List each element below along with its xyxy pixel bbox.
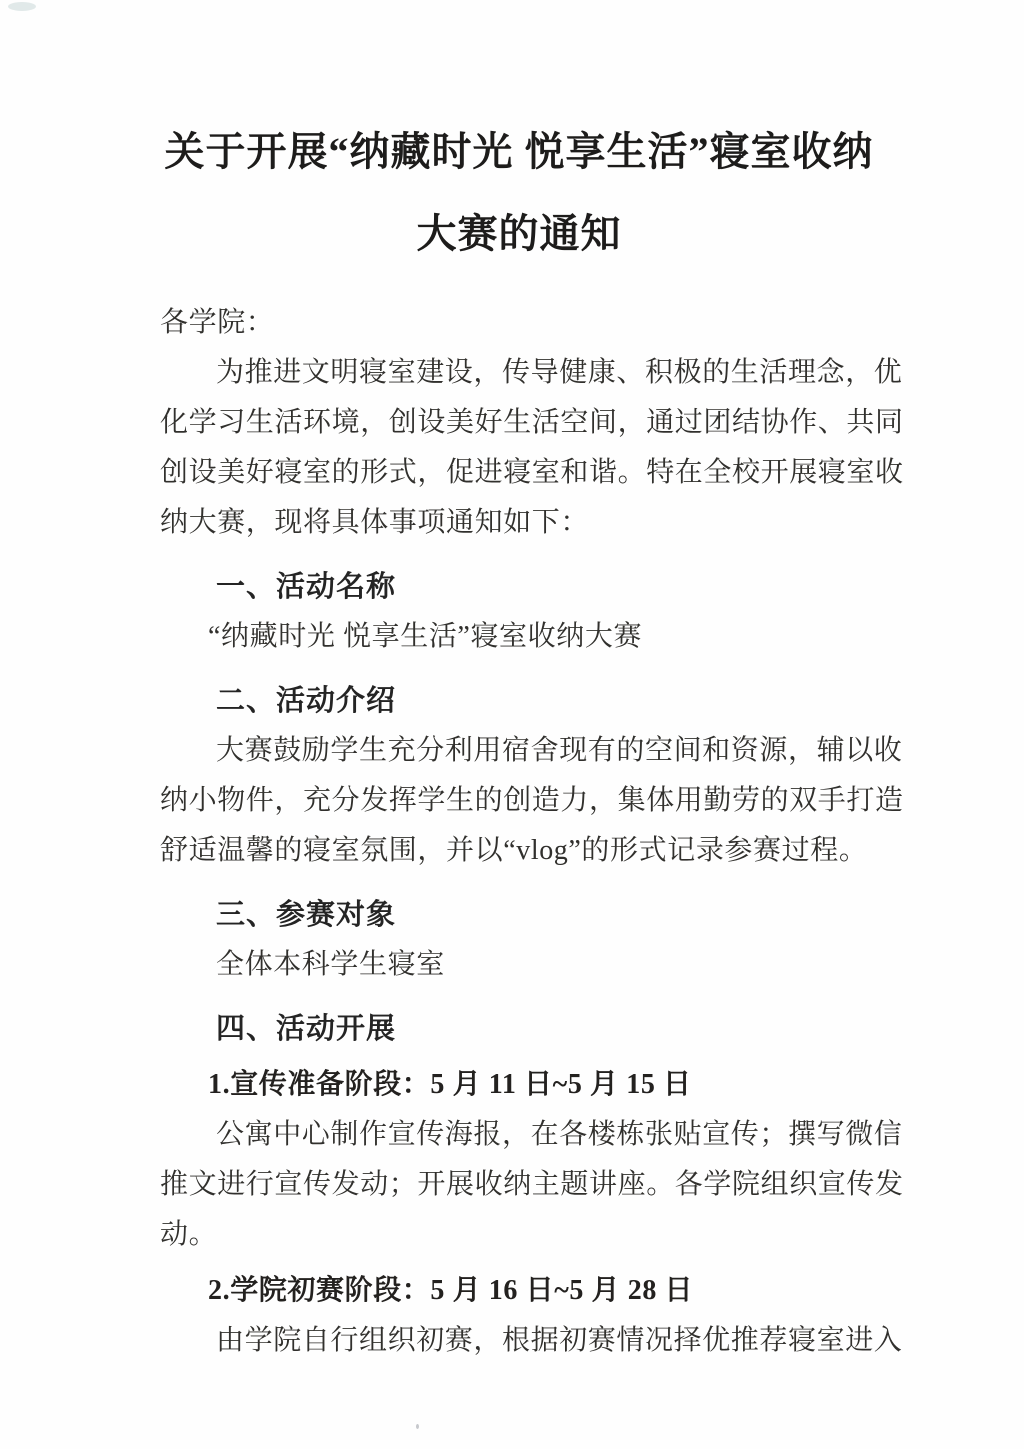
section-heading-activity-name: 一、活动名称 <box>216 571 397 603</box>
salutation: 各学院： <box>160 307 275 338</box>
section-heading-activity-intro: 二、活动介绍 <box>216 685 397 717</box>
paragraph-intro-line-1: 为推进文明寝室建设，传导健康、积极的生活理念，优 <box>216 357 903 388</box>
phase-2-detail-line-1: 由学院自行组织初赛，根据初赛情况择优推荐寝室进入 <box>216 1325 903 1356</box>
participants-text: 全体本科学生寝室 <box>216 949 445 980</box>
section-heading-activity-schedule: 四、活动开展 <box>216 1013 397 1045</box>
section-heading-participants: 三、参赛对象 <box>216 899 397 931</box>
paragraph-intro2-line-2: 纳小物件，充分发挥学生的创造力，集体用勤劳的双手打造 <box>160 785 904 816</box>
phase-1-detail-line-3: 动。 <box>160 1219 218 1250</box>
scan-artifact-smudge <box>8 2 36 11</box>
paragraph-intro2-line-1: 大赛鼓励学生充分利用宿舍现有的空间和资源，辅以收 <box>216 735 903 766</box>
phase-1-detail-line-2: 推文进行宣传发动；开展收纳主题讲座。各学院组织宣传发 <box>160 1169 904 1200</box>
paragraph-intro2-line-3: 舒适温馨的寝室氛围，并以“vlog”的形式记录参赛过程。 <box>160 835 868 866</box>
document-title-line-2: 大赛的通知 <box>416 211 622 256</box>
paragraph-intro-line-2: 化学习生活环境，创设美好生活空间，通过团结协作、共同 <box>160 407 904 438</box>
subheading-phase-1: 1.宣传准备阶段：5 月 11 日~5 月 15 日 <box>208 1069 692 1100</box>
document-content <box>160 0 904 1366</box>
paragraph-intro-line-3: 创设美好寝室的形式，促进寝室和谐。特在全校开展寝室收 <box>160 457 904 488</box>
scan-artifact-speck <box>416 1424 419 1429</box>
document-title-line-1: 关于开展“纳藏时光 悦享生活”寝室收纳 <box>164 129 874 174</box>
phase-1-detail-line-1: 公寓中心制作宣传海报，在各楼栋张贴宣传；撰写微信 <box>216 1119 903 1150</box>
paragraph-intro-line-4: 纳大赛，现将具体事项通知如下： <box>160 507 590 538</box>
subheading-phase-2: 2.学院初赛阶段：5 月 16 日~5 月 28 日 <box>208 1275 694 1306</box>
document-title <box>160 0 878 260</box>
activity-name-text: “纳藏时光 悦享生活”寝室收纳大赛 <box>208 621 643 652</box>
document-body <box>160 298 904 1366</box>
